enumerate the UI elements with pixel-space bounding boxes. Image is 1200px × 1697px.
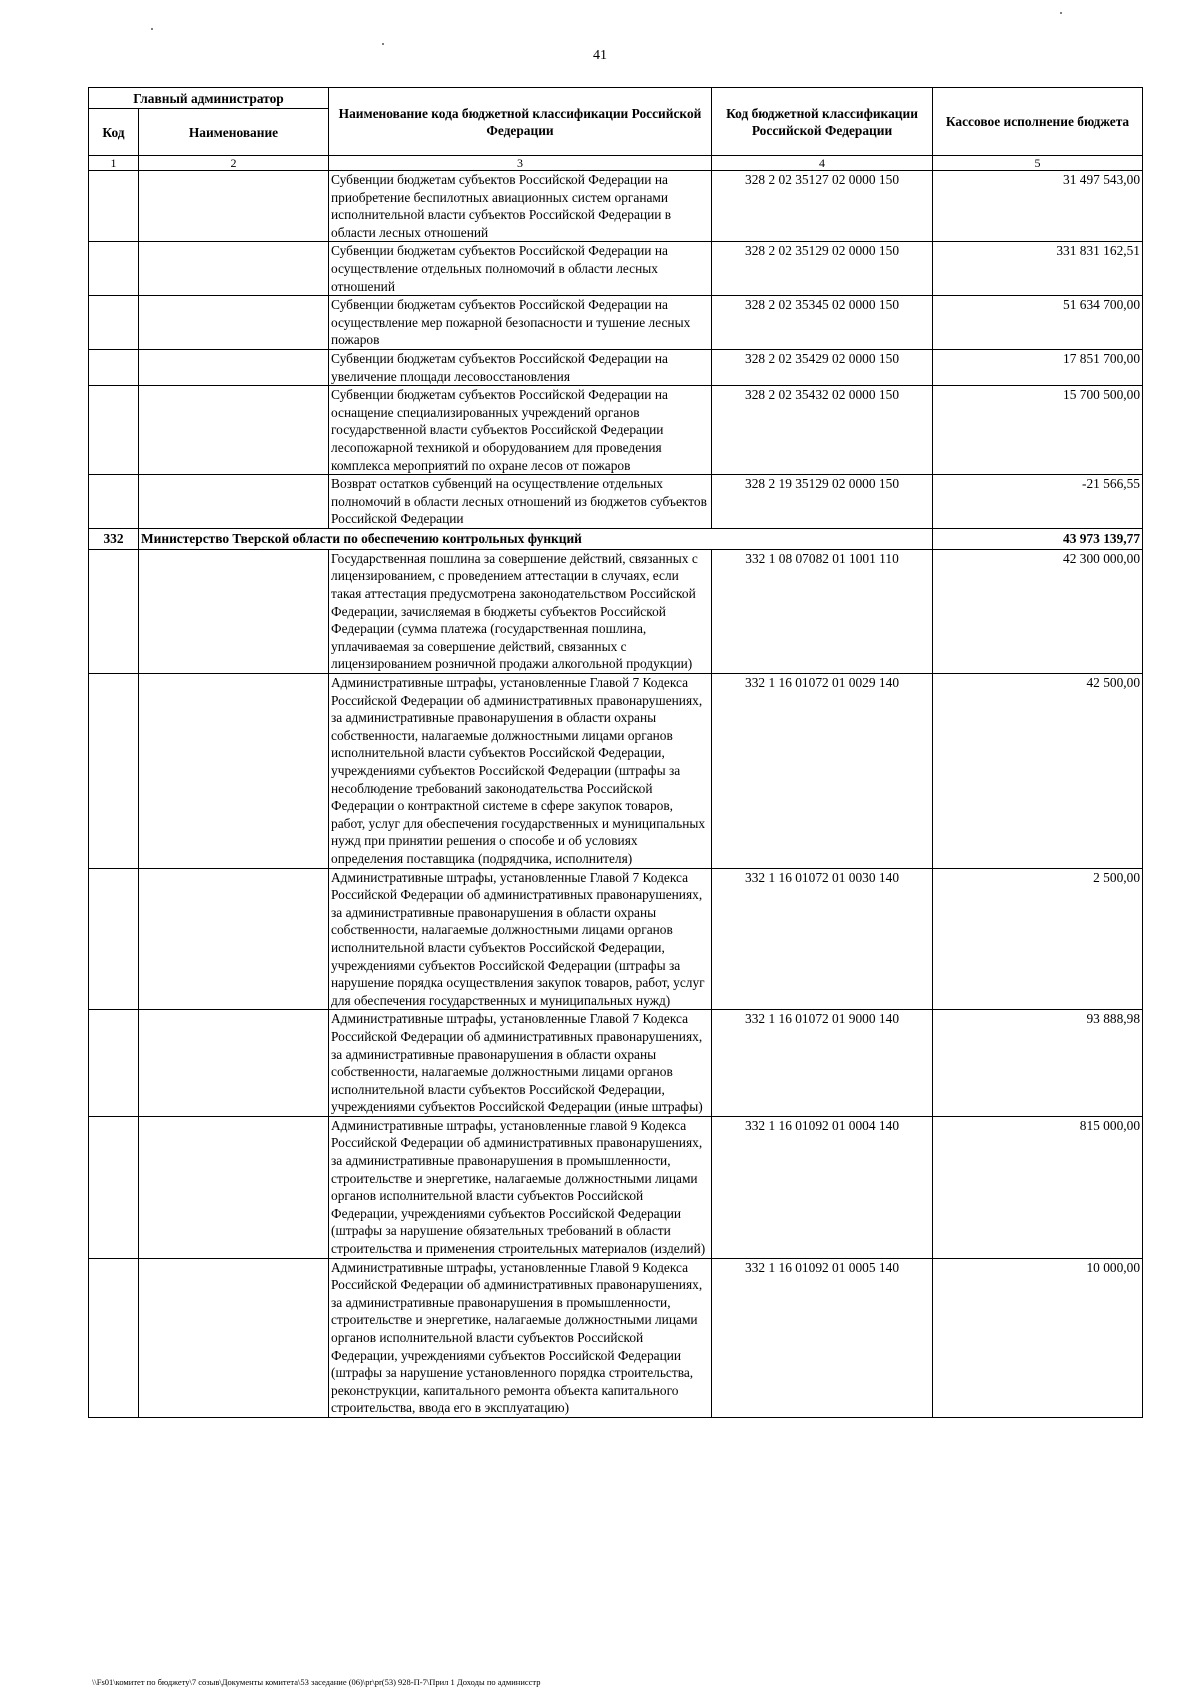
amount-cell: 42 500,00 <box>933 674 1143 869</box>
admin-amount: 43 973 139,77 <box>933 528 1143 549</box>
kbk-cell: 332 1 16 01072 01 0030 140 <box>712 868 933 1010</box>
revenue-table <box>88 87 1143 1418</box>
scan-speck <box>151 28 153 30</box>
table-row <box>89 171 1143 242</box>
kbk-cell: 332 1 16 01072 01 9000 140 <box>712 1010 933 1117</box>
table-row <box>89 349 1143 385</box>
table-row <box>89 549 1143 673</box>
table-row <box>89 386 1143 475</box>
description-cell: Административные штрафы, установленные главой 9 Кодекса Российской Федерации об административных правонарушениях, за административные правонарушения в промышленности, строительстве и энергетике, налагаемые должностными лицами органов исполнительной власти субъектов Российской Федерации, учреждениями субъектов Российской Федерации (штрафы за нарушение обязательных требований в области строительства и применения строительных материалов (изделий) <box>329 1116 712 1258</box>
col-number: 4 <box>712 156 933 171</box>
column-numbers-row <box>89 156 1143 171</box>
amount-cell: 51 634 700,00 <box>933 296 1143 350</box>
code-cell <box>89 868 139 1010</box>
page-number: 41 <box>593 48 607 63</box>
kbk-code-header: Код бюджетной классификации Российской Федерации <box>712 88 933 156</box>
table-row <box>89 674 1143 869</box>
description-cell: Административные штрафы, установленные Главой 9 Кодекса Российской Федерации об административных правонарушениях, за административные правонарушения в промышленности, строительстве и энергетике, налагаемые должностными лицами органов исполнительной власти субъектов Российской Федерации, учреждениями субъектов Российской Федерации (штрафы за нарушение установленного порядка строительства, реконструкции, капитального ремонта объекта капитального строительства, ввода его в эксплуатацию) <box>329 1258 712 1417</box>
kbk-cell: 332 1 16 01072 01 0029 140 <box>712 674 933 869</box>
description-cell: Субвенции бюджетам субъектов Российской Федерации на увеличение площади лесовосстановления <box>329 349 712 385</box>
kbk-cell: 328 2 02 35127 02 0000 150 <box>712 171 933 242</box>
amount-cell: 42 300 000,00 <box>933 549 1143 673</box>
kbk-cell: 332 1 16 01092 01 0005 140 <box>712 1258 933 1417</box>
code-cell <box>89 242 139 296</box>
kbk-name-header: Наименование кода бюджетной классификации Российской Федерации <box>329 88 712 156</box>
name-cell <box>139 475 329 529</box>
description-cell: Административные штрафы, установленные Главой 7 Кодекса Российской Федерации об административных правонарушениях, за административные правонарушения в области охраны собственности, налагаемые должностными лицами органов исполнительной власти субъектов Российской Федерации, учреждениями субъектов Российской Федерации (штрафы за несоблюдение требований законодательства Российской Федерации о контрактной системе в сфере закупок товаров, работ, услуг для обеспечения государственных и муниципальных нужд при принятии решения о способе и об условиях определения поставщика (подрядчика, исполнителя) <box>329 674 712 869</box>
code-cell <box>89 349 139 385</box>
table-row <box>89 868 1143 1010</box>
code-cell <box>89 171 139 242</box>
col-number: 3 <box>329 156 712 171</box>
col-number: 2 <box>139 156 329 171</box>
kbk-cell: 328 2 02 35129 02 0000 150 <box>712 242 933 296</box>
kbk-cell: 332 1 16 01092 01 0004 140 <box>712 1116 933 1258</box>
code-cell <box>89 549 139 673</box>
description-cell: Административные штрафы, установленные Главой 7 Кодекса Российской Федерации об административных правонарушениях, за административные правонарушения в области охраны собственности, налагаемые должностными лицами органов исполнительной власти субъектов Российской Федерации, учреждениями субъектов Российской Федерации (штрафы за нарушение порядка осуществления закупок товаров, работ, услуг для обеспечения государственных и муниципальных нужд) <box>329 868 712 1010</box>
code-cell <box>89 674 139 869</box>
name-header: Наименование <box>139 109 329 156</box>
scan-speck <box>1060 12 1062 14</box>
amount-cell: 10 000,00 <box>933 1258 1143 1417</box>
name-cell <box>139 1258 329 1417</box>
description-cell: Субвенции бюджетам субъектов Российской Федерации на осуществление отдельных полномочий в области лесных отношений <box>329 242 712 296</box>
kbk-cell: 328 2 19 35129 02 0000 150 <box>712 475 933 529</box>
name-cell <box>139 386 329 475</box>
description-cell: Возврат остатков субвенций на осуществление отдельных полномочий в области лесных отношений из бюджетов субъектов Российской Федерации <box>329 475 712 529</box>
name-cell <box>139 349 329 385</box>
amount-cell: 17 851 700,00 <box>933 349 1143 385</box>
table-row <box>89 1116 1143 1258</box>
scan-speck <box>382 43 384 45</box>
code-cell <box>89 1258 139 1417</box>
description-cell: Субвенции бюджетам субъектов Российской Федерации на приобретение беспилотных авиационных систем органами исполнительной власти субъектов Российской Федерации в области лесных отношений <box>329 171 712 242</box>
amount-cell: 31 497 543,00 <box>933 171 1143 242</box>
admin-name: Министерство Тверской области по обеспечению контрольных функций <box>139 528 933 549</box>
description-cell: Субвенции бюджетам субъектов Российской Федерации на оснащение специализированных учреждений органов государственной власти субъектов Российской Федерации лесопожарной техникой и оборудованием для проведения комплекса мероприятий по охране лесов от пожаров <box>329 386 712 475</box>
table-row <box>89 1010 1143 1117</box>
col-number: 1 <box>89 156 139 171</box>
col-number: 5 <box>933 156 1143 171</box>
name-cell <box>139 171 329 242</box>
admin-row <box>89 528 1143 549</box>
kbk-cell: 328 2 02 35429 02 0000 150 <box>712 349 933 385</box>
description-cell: Государственная пошлина за совершение действий, связанных с лицензированием, с проведением аттестации в случаях, если такая аттестация предусмотрена законодательством Российской Федерации, зачисляемая в бюджеты субъектов Российской Федерации (сумма платежа (государственная пошлина, уплачиваемая за совершение действий, связанных с лицензированием розничной продажи алкогольной продукции) <box>329 549 712 673</box>
code-cell <box>89 386 139 475</box>
admin-code: 332 <box>89 528 139 549</box>
name-cell <box>139 674 329 869</box>
table-row <box>89 242 1143 296</box>
table-body <box>89 171 1143 1418</box>
table-row <box>89 296 1143 350</box>
name-cell <box>139 296 329 350</box>
description-cell: Субвенции бюджетам субъектов Российской Федерации на осуществление мер пожарной безопасности и тушение лесных пожаров <box>329 296 712 350</box>
amount-cell: 815 000,00 <box>933 1116 1143 1258</box>
code-cell <box>89 1116 139 1258</box>
name-cell <box>139 242 329 296</box>
name-cell <box>139 1010 329 1117</box>
kbk-cell: 328 2 02 35345 02 0000 150 <box>712 296 933 350</box>
code-cell <box>89 1010 139 1117</box>
name-cell <box>139 549 329 673</box>
kbk-cell: 332 1 08 07082 01 1001 110 <box>712 549 933 673</box>
amount-cell: 331 831 162,51 <box>933 242 1143 296</box>
table-row <box>89 475 1143 529</box>
main-admin-header: Главный администратор <box>89 88 329 109</box>
description-cell: Административные штрафы, установленные Главой 7 Кодекса Российской Федерации об административных правонарушениях, за административные правонарушения в области охраны собственности, налагаемые должностными лицами органов исполнительной власти субъектов Российской Федерации, учреждениями субъектов Российской Федерации (иные штрафы) <box>329 1010 712 1117</box>
table-row <box>89 1258 1143 1417</box>
amount-cell: -21 566,55 <box>933 475 1143 529</box>
execution-header: Кассовое исполнение бюджета <box>933 88 1143 156</box>
kbk-cell: 328 2 02 35432 02 0000 150 <box>712 386 933 475</box>
amount-cell: 93 888,98 <box>933 1010 1143 1117</box>
code-header: Код <box>89 109 139 156</box>
name-cell <box>139 868 329 1010</box>
name-cell <box>139 1116 329 1258</box>
amount-cell: 2 500,00 <box>933 868 1143 1010</box>
code-cell <box>89 296 139 350</box>
code-cell <box>89 475 139 529</box>
file-path-footer: \\Fs01\комитет по бюджету\7 созыв\Документы комитета\53 заседание (06)\pr\pr(53) 928-П-7\Прил 1 Доходы по админисстр <box>92 1677 541 1687</box>
amount-cell: 15 700 500,00 <box>933 386 1143 475</box>
